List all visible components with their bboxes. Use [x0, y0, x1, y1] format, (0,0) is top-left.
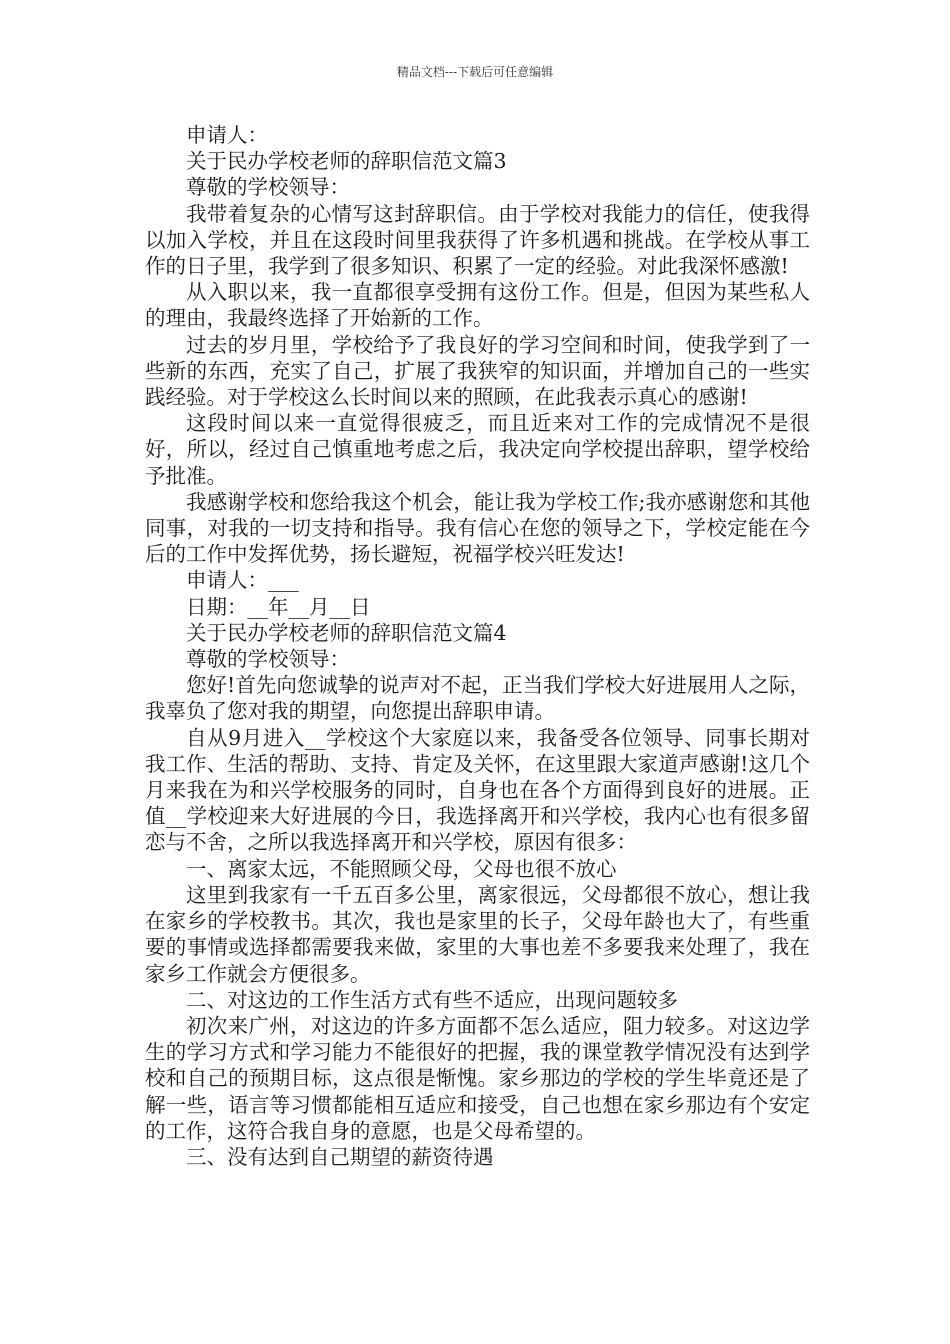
date-line: 日期：__年__月__日: [186, 594, 371, 619]
body-paragraph: 我感谢学校和您给我这个机会，能让我为学校工作;我亦感谢您和其他同事，对我的一切支持和指导。我有信心在您的领导之下，学校定能在今后的工作中发挥优势，扬长避短，祝福学校兴旺发达!: [145, 489, 810, 567]
body-paragraph: 我带着复杂的心情写这封辞职信。由于学校对我能力的信任，使我得以加入学校，并且在这段时间里我获得了许多机遇和挑战。在学校从事工作的日子里，我学到了很多知识、积累了一定的经验。对此我深怀感激!: [145, 201, 810, 279]
salutation: 尊敬的学校领导：: [186, 647, 350, 672]
salutation: 尊敬的学校领导：: [186, 175, 350, 200]
body-paragraph: 初次来广州，对这边的许多方面都不怎么适应，阻力较多。对这边学生的学习方式和学习能力不能很好的把握，我的课堂教学情况没有达到学校和自己的预期目标，这点很是惭愧。家乡那边的学校的学生毕竟还是了解一些，语言等习惯都能相互适应和接受，自己也想在家乡那边有个安定的工作，这符合我自身的意愿，也是父母希望的。: [145, 1013, 810, 1143]
body-paragraph: 您好!首先向您诚挚的说声对不起，正当我们学校大好进展用人之际，我辜负了您对我的期望，向您提出辞职申请。: [145, 673, 810, 724]
page-header: 精品文档---下载后可任意编辑: [396, 65, 554, 79]
applicant-line: 申请人：: [186, 123, 268, 147]
section-title: 关于民办学校老师的辞职信范文篇4: [186, 620, 507, 645]
document-body: [145, 122, 810, 1170]
section-title: 关于民办学校老师的辞职信范文篇3: [186, 149, 507, 174]
body-paragraph: 从入职以来，我一直都很享受拥有这份工作。但是，但因为某些私人的理由，我最终选择了开始新的工作。: [145, 280, 810, 331]
body-paragraph: 这里到我家有一千五百多公里，离家很远，父母都很不放心，想让我在家乡的学校教书。其次，我也是家里的长子，父母年龄也大了，有些重要的事情或选择都需要我来做，家里的大事也差不多要我来处理了，我在家乡工作就会方便很多。: [145, 882, 810, 986]
reason-heading: 三、没有达到自己期望的薪资待遇: [186, 1144, 494, 1169]
reason-heading: 一、离家太远，不能照顾父母，父母也很不放心: [186, 856, 617, 881]
reason-heading: 二、对这边的工作生活方式有些不适应，出现问题较多: [186, 987, 678, 1012]
body-paragraph: 过去的岁月里，学校给予了我良好的学习空间和时间，使我学到了一些新的东西，充实了自己，扩展了我狭窄的知识面，并增加自己的一些实践经验。对于学校这么长时间以来的照顾，在此我表示真心的感谢!: [145, 332, 810, 410]
body-paragraph: 自从9月进入__学校这个大家庭以来，我备受各位领导、同事长期对我工作、生活的帮助、支持、肯定及关怀，在这里跟大家道声感谢!这几个月来我在为和兴学校服务的同时，自身也在各个方面得到良好的进展。正值__学校迎来大好进展的今日，我选择离开和兴学校，我内心也有很多留恋与不舍，之所以我选择离开和兴学校，原因有很多：: [145, 725, 810, 855]
applicant-line: 申请人：___: [186, 568, 299, 593]
body-paragraph: 这段时间以来一直觉得很疲乏，而且近来对工作的完成情况不是很好，所以，经过自己慎重地考虑之后，我决定向学校提出辞职，望学校给予批准。: [145, 411, 810, 488]
